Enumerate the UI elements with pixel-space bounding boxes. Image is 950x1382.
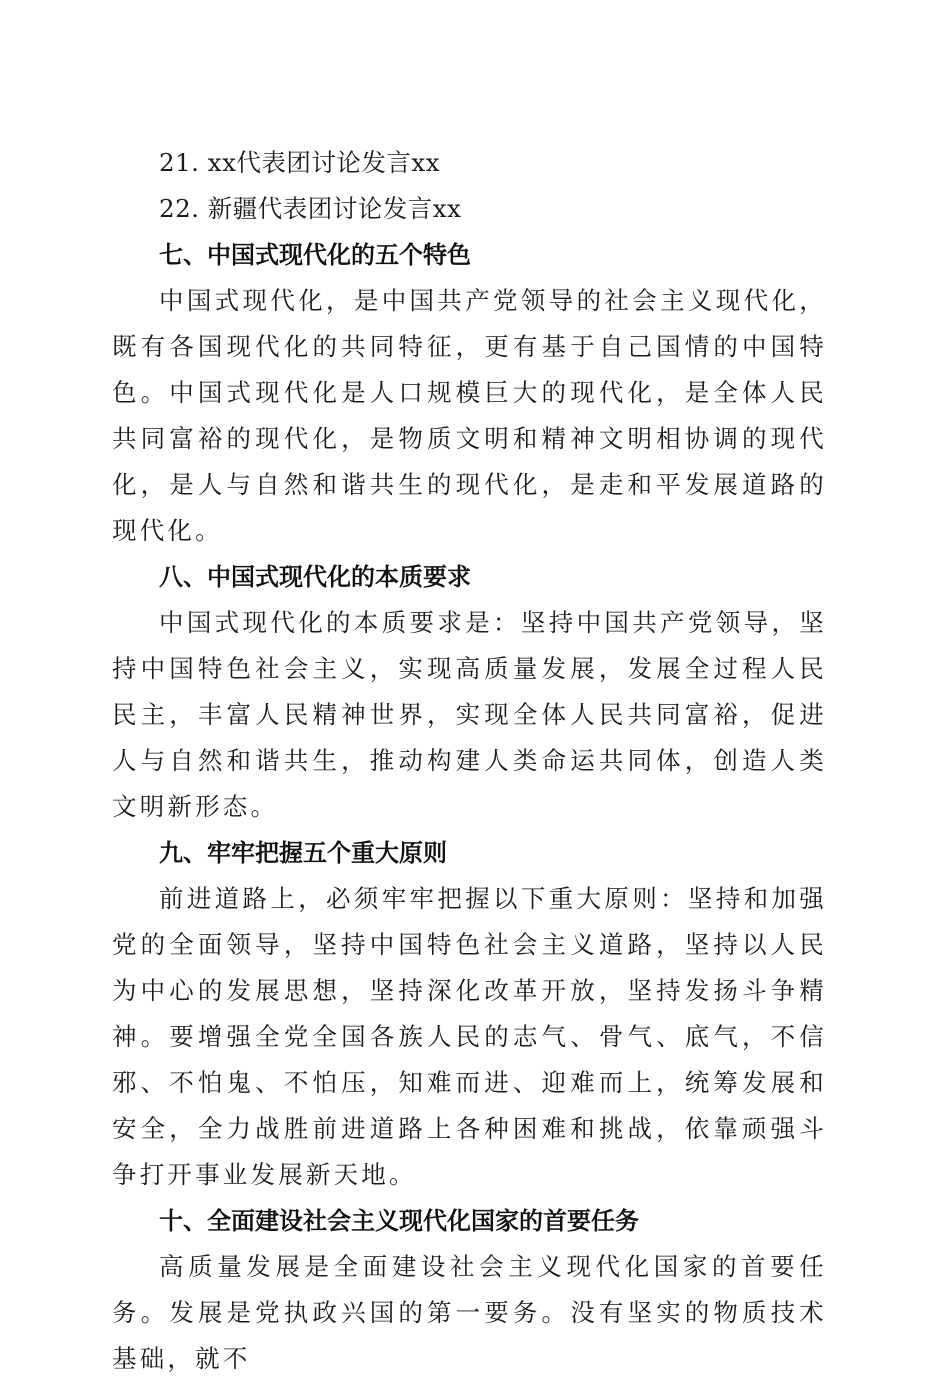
section-paragraph: 中国式现代化，是中国共产党领导的社会主义现代化，既有各国现代化的共同特征，更有基于自己国情的中国特色。中国式现代化是人口规模巨大的现代化，是全体人民共同富裕的现代化，是物质文明和精神文明相协调的现代化，是人与自然和谐共生的现代化，是走和平发展道路的现代化。 <box>112 286 827 545</box>
section-paragraph: 前进道路上，必须牢牢把握以下重大原则：坚持和加强党的全面领导，坚持中国特色社会主义道路，坚持以人民为中心的发展思想，坚持深化改革开放，坚持发扬斗争精神。要增强全党全国各族人民的志气、骨气、底气，不信邪、不怕鬼、不怕压，知难而进、迎难而上，统筹发展和安全，全力战胜前进道路上各种困难和挑战，依靠顽强斗争打开事业发展新天地。 <box>112 884 827 1189</box>
document-body <box>112 140 827 1382</box>
section-heading: 八、中国式现代化的本质要求 <box>159 563 471 591</box>
section-paragraph: 高质量发展是全面建设社会主义现代化国家的首要任务。发展是党执政兴国的第一要务。没有坚实的物质技术基础，就不 <box>112 1252 827 1373</box>
list-item: 22. 新疆代表团讨论发言xx <box>159 194 462 223</box>
section-heading: 七、中国式现代化的五个特色 <box>159 241 471 269</box>
section-heading: 十、全面建设社会主义现代化国家的首要任务 <box>159 1207 639 1235</box>
section-paragraph: 中国式现代化的本质要求是：坚持中国共产党领导，坚持中国特色社会主义，实现高质量发展，发展全过程人民民主，丰富人民精神世界，实现全体人民共同富裕，促进人与自然和谐共生，推动构建人类命运共同体，创造人类文明新形态。 <box>112 608 827 821</box>
list-item: 21. xx代表团讨论发言xx <box>159 148 441 177</box>
section-heading: 九、牢牢把握五个重大原则 <box>159 839 447 867</box>
